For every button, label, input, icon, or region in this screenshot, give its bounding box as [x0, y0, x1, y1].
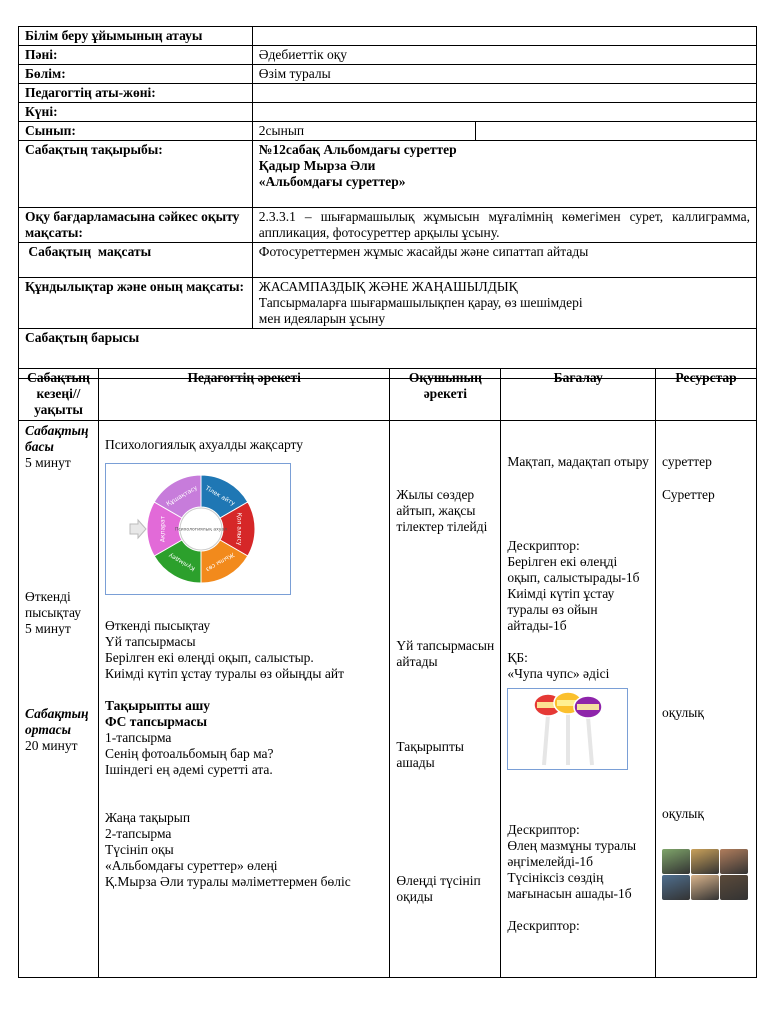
col-student-header: Оқушының әрекеті: [390, 369, 501, 421]
stage-middle-title: Сабақтың ортасы: [25, 706, 89, 737]
learning-goal-value: 2.3.3.1 – шығармашылық жұмысын мұғалімнің көмегімен сурет, каллиграмма, аппликация, фотосуреттер арқылы ұсыну.: [252, 208, 756, 243]
subject-label: Пәні:: [19, 46, 253, 65]
subject-value: Әдебиеттік оқу: [252, 46, 756, 65]
values-line: мен идеяларын ұсыну: [258, 311, 386, 326]
topic-line: №12сабақ Альбомдағы суреттер: [258, 142, 457, 157]
section-value: Өзім туралы: [252, 65, 756, 84]
wheel-center-label: Психологиялық ахуал: [174, 527, 228, 533]
descriptor-1-item: Киімді күтіп ұстау туралы өз ойын айтады-1б: [507, 586, 615, 633]
assessment-cell: [501, 421, 656, 978]
formative-label: ҚБ:: [507, 650, 528, 665]
descriptor-2-item: Түсініксіз сөздің мағынасын ашады-1б: [507, 870, 632, 901]
pointer-arrow-icon: [130, 520, 146, 538]
lollipop-stick: [544, 715, 548, 765]
family-photo: [662, 875, 690, 900]
family-photo: [691, 849, 719, 874]
topic-title: «Альбомдағы суреттер»: [258, 174, 406, 189]
date-value: [252, 103, 756, 122]
org-name-label: Білім беру ұйымының атауы: [19, 27, 253, 46]
task2-instruction: Түсініп оқы: [104, 842, 174, 857]
emotion-wheel-image: [105, 463, 291, 595]
stage-start-title: Сабақтың басы: [25, 423, 89, 454]
col-resources-header: Ресурстар: [656, 369, 757, 421]
descriptor-2-title: Дескриптор:: [507, 822, 580, 837]
stage-middle-time: 20 минут: [25, 738, 78, 753]
homework-line: Берілген екі өлеңді оқып, салыстыр.: [104, 650, 314, 665]
student-action-1: Жылы сөздер айтып, жақсы тілектер тілейді: [396, 487, 488, 534]
topic-open-title: Тақырыпты ашу: [104, 698, 210, 713]
teacher-cell: [98, 421, 389, 978]
family-photos-image: [662, 849, 748, 900]
values-value: [252, 278, 756, 329]
family-photo: [720, 875, 748, 900]
descriptor-2-item: Өлең мазмұны туралы әңгімелейді-1б: [507, 838, 637, 869]
topic-author: Қадыр Мырза Әли: [258, 158, 376, 173]
stage-review-time: 5 минут: [25, 621, 71, 636]
col-stage-header: Сабақтың кезеңі// уақыты: [19, 369, 99, 421]
wheel-segment-label: Тілек айту: [203, 484, 237, 508]
lollipop-stick: [588, 717, 592, 765]
student-action-3: Тақырыпты ашады: [396, 739, 464, 770]
stage-cell: [19, 421, 99, 978]
resource-pictures: суреттер: [662, 454, 712, 469]
homework-line: Киімді күтіп ұстау туралы өз ойыңды айт: [104, 666, 344, 681]
method-name: «Чупа чупс» әдісі: [507, 666, 610, 681]
teacher-name-label: Педагогтің аты-жөні:: [19, 84, 253, 103]
topic-value: [252, 141, 756, 208]
task2-label: 2-тапсырма: [104, 826, 172, 841]
col-teacher-header: Педагогтің әрекеті: [98, 369, 389, 421]
homework-label: Үй тапсырмасы: [104, 634, 196, 649]
class-label: Сынып:: [19, 122, 253, 141]
wheel-segment-label: Қол алысу: [235, 512, 243, 546]
family-photo: [662, 849, 690, 874]
new-topic-title: Жаңа тақырып: [104, 810, 191, 825]
class-extra: [476, 122, 757, 141]
learning-goal-label: Оқу бағдарламасына сәйкес оқыту мақсаты:: [19, 208, 253, 243]
col-assessment-header: Бағалау: [501, 369, 656, 421]
class-value: 2сынып: [252, 122, 476, 141]
family-photo: [720, 849, 748, 874]
emotion-wheel-svg: [106, 464, 290, 594]
descriptor-3-title: Дескриптор:: [507, 918, 580, 933]
praise-text: Мақтап, мадақтап отыру: [507, 454, 649, 469]
psych-climate-text: Психологиялық ахуалды жақсарту: [104, 437, 303, 452]
descriptor-1-item: Берілген екі өлеңді оқып, салыстырады-1б: [507, 554, 640, 585]
wheel-segment-label: Жылы сөз: [204, 550, 236, 573]
review-title: Өткенді пысықтау: [104, 618, 211, 633]
task1-question: Ішіндегі ең әдемі суретті ата.: [104, 762, 273, 777]
lesson-flow-table: [18, 368, 757, 978]
student-action-4: Өлеңді түсініп оқиды: [396, 873, 481, 904]
fs-task-title: ФС тапсырмасы: [104, 714, 208, 729]
student-cell: [390, 421, 501, 978]
values-label: Құндылықтар және оның мақсаты:: [19, 278, 253, 329]
task1-label: 1-тапсырма: [104, 730, 172, 745]
section-label: Бөлім:: [19, 65, 253, 84]
lollipop-svg: [508, 689, 627, 769]
resource-textbook-2: оқулық: [662, 806, 704, 821]
lesson-goal-label: Сабақтың мақсаты: [19, 243, 253, 278]
lesson-progress-label: Сабақтың барысы: [19, 329, 757, 379]
resource-textbook: оқулық: [662, 705, 704, 720]
resource-pictures-2: Суреттер: [662, 487, 715, 502]
resources-cell: [656, 421, 757, 978]
wheel-segment-label: Құшақтасу: [165, 484, 199, 508]
lesson-goal-value: Фотосуреттермен жұмыс жасайды және сипаттап айтады: [252, 243, 756, 278]
lollipop-logo-band: [577, 704, 599, 710]
wheel-segment-label: Ақпарат: [159, 515, 167, 543]
author-info: Қ.Мырза Әли туралы мәліметтермен бөліс: [104, 874, 351, 889]
student-action-2: Үй тапсырмасын айтады: [396, 638, 495, 669]
chupa-chups-image: [507, 688, 628, 770]
stage-start-time: 5 минут: [25, 455, 71, 470]
poem-title: «Альбомдағы суреттер» өлеңі: [104, 858, 278, 873]
lesson-header-table: [18, 26, 757, 379]
org-name-value: [252, 27, 756, 46]
topic-label: Сабақтың тақырыбы:: [19, 141, 253, 208]
wheel-segment-label: Күлімдеу: [167, 551, 197, 573]
family-photo: [691, 875, 719, 900]
values-line: Тапсырмаларға шығармашылықпен қарау, өз шешімдері: [258, 295, 583, 310]
task1-question: Сенің фотоальбомың бар ма?: [104, 746, 274, 761]
teacher-name-value: [252, 84, 756, 103]
stage-review-title: Өткенді пысықтау: [25, 589, 82, 620]
descriptor-1-title: Дескриптор:: [507, 538, 580, 553]
values-title: ЖАСАМПАЗДЫҚ ЖӘНЕ ЖАҢАШЫЛДЫҚ: [258, 279, 518, 294]
date-label: Күні:: [19, 103, 253, 122]
